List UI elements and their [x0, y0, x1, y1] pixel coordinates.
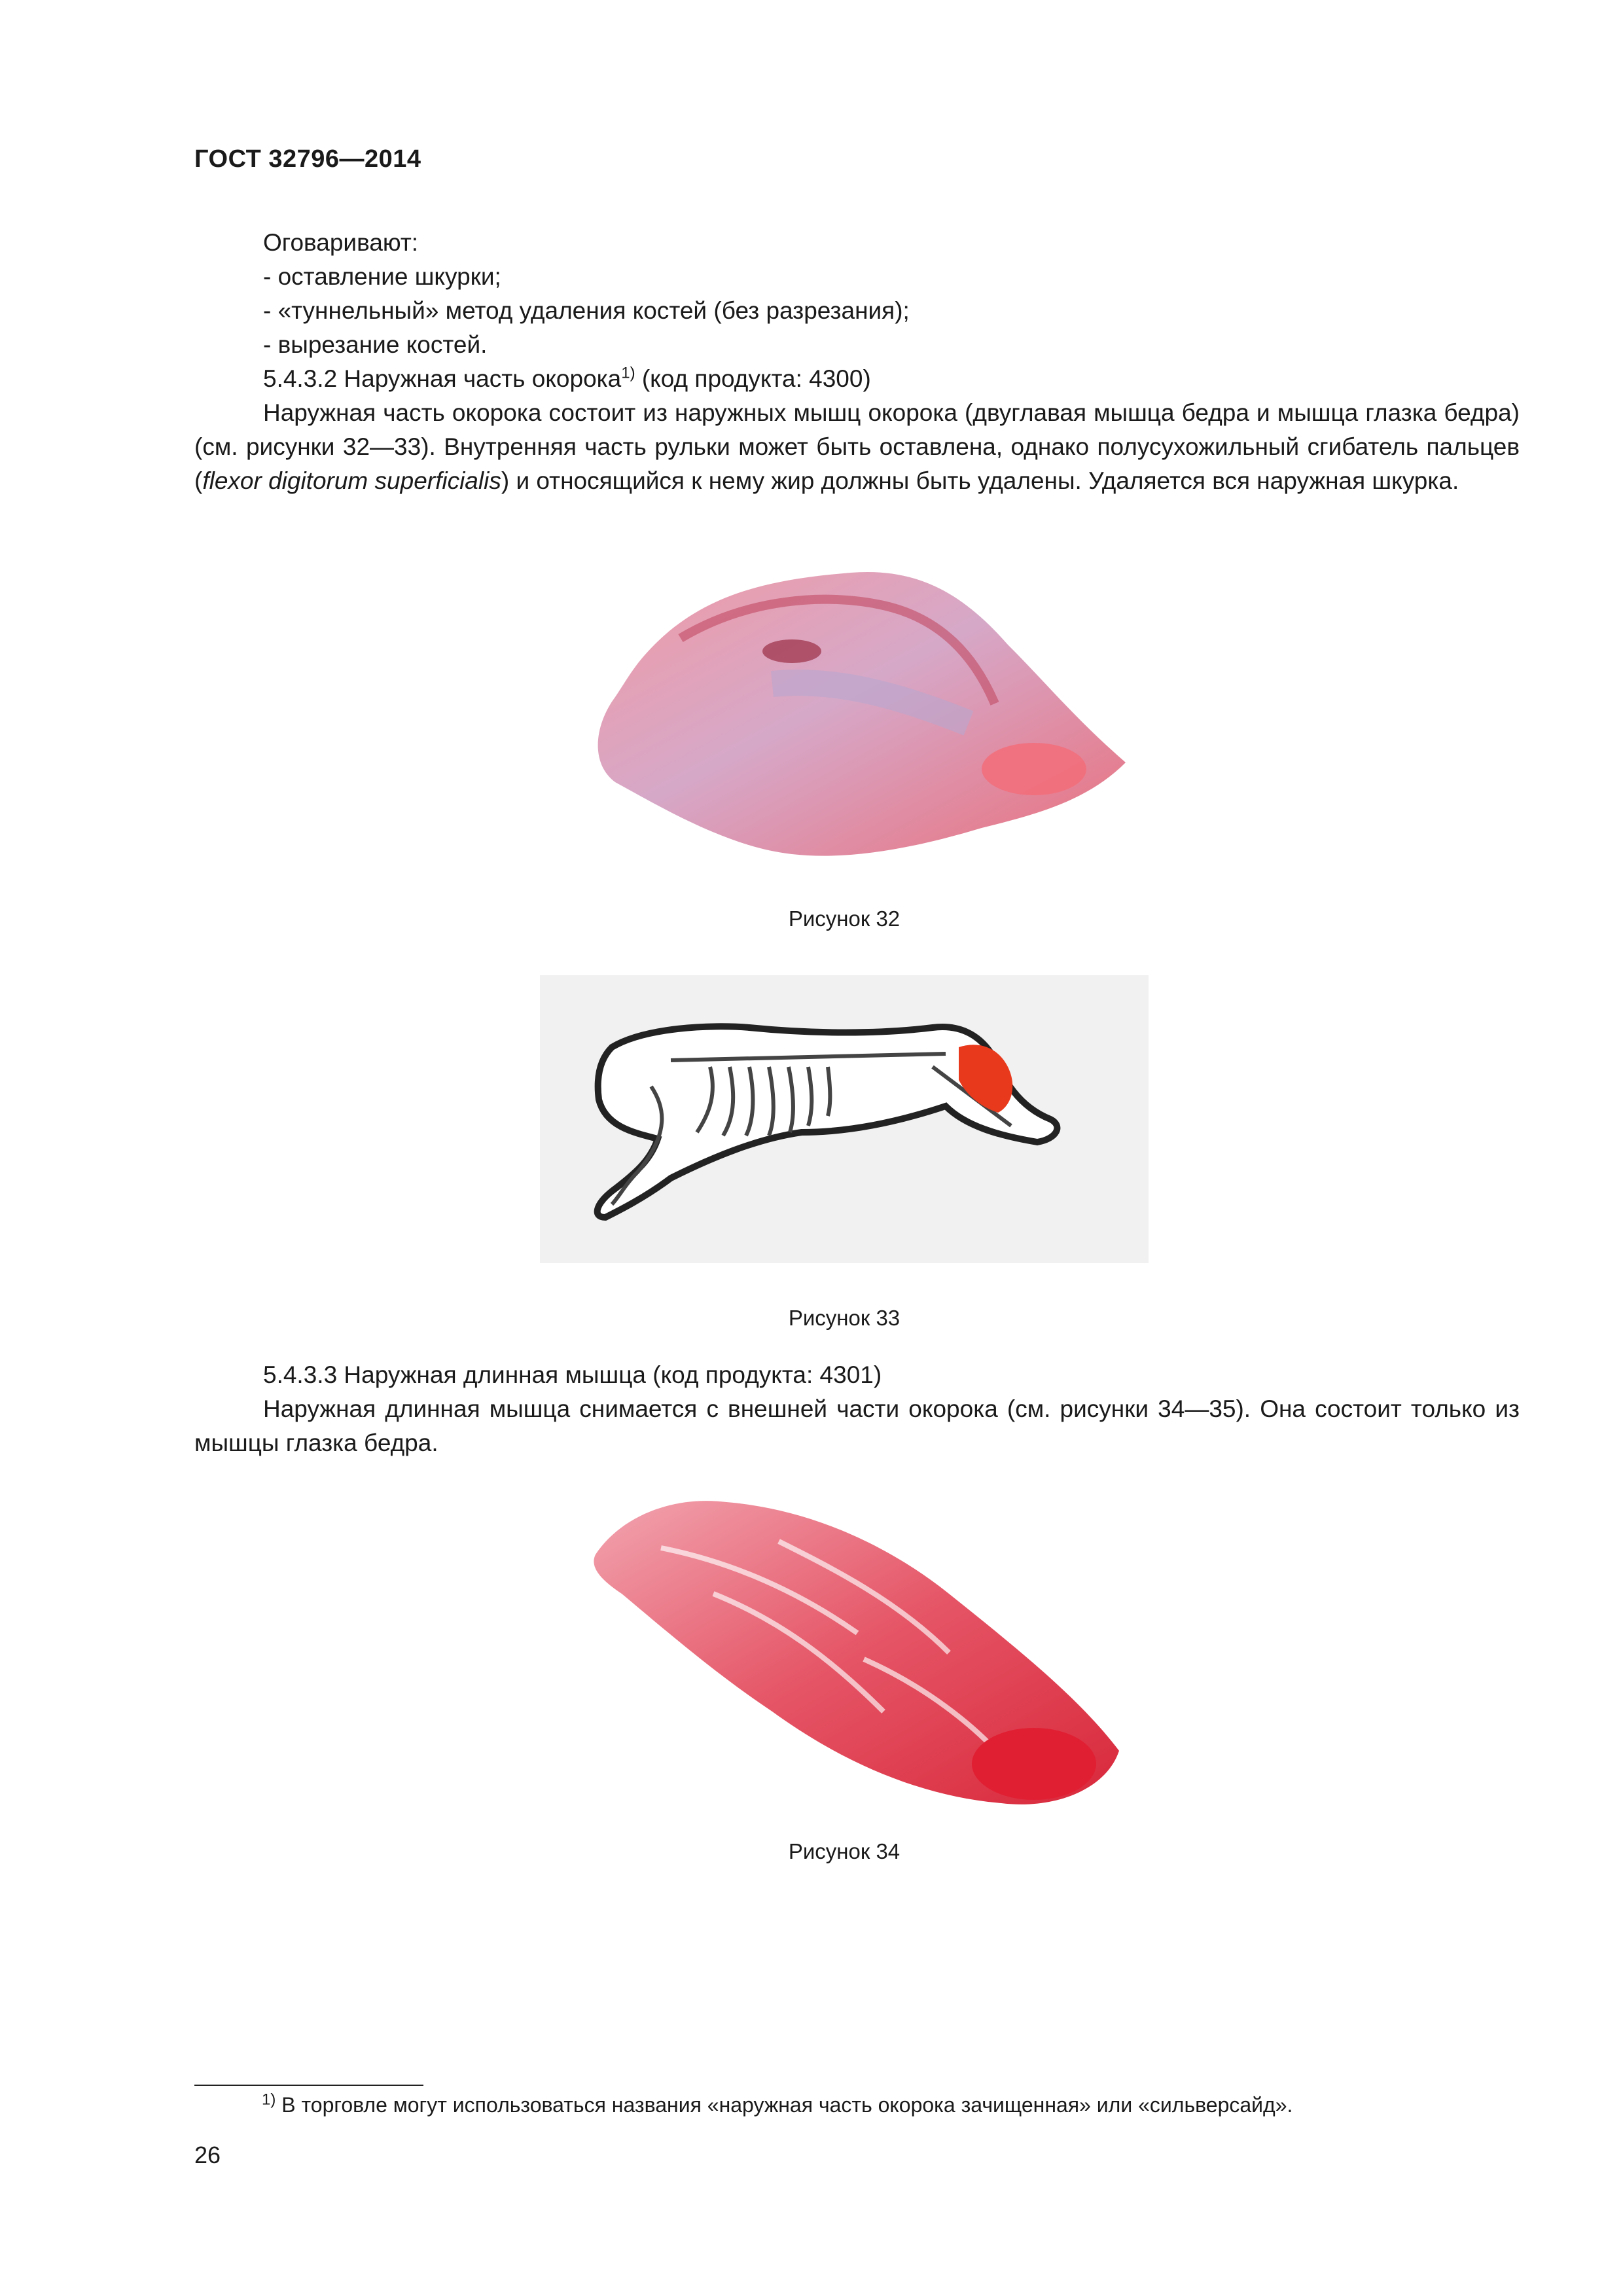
- list-item: - оставление шкурки;: [263, 263, 501, 290]
- figure-33-image: [540, 975, 1149, 1263]
- footnote: [262, 2090, 1293, 2117]
- list-item: - «туннельный» метод удаления костей (без разрезания);: [263, 297, 910, 324]
- section-code: (код продукта: 4300): [635, 365, 871, 392]
- section-paragraph-2: Наружная длинная мышца снимается с внешней части окорока (см. рисунки 34—35). Она состоит только из мышцы глазка бедра.: [194, 1395, 1520, 1456]
- text-block-2: [194, 1358, 1520, 1460]
- page-number: 26: [194, 2142, 221, 2168]
- document-header: ГОСТ 32796—2014: [194, 145, 421, 173]
- intro-line: Оговаривают:: [263, 229, 419, 256]
- list-item: - вырезание костей.: [263, 331, 488, 358]
- section-title-4301: 5.4.3.3 Наружная длинная мышца (код продукта: 4301): [263, 1361, 882, 1388]
- footnote-ref: 1): [621, 364, 635, 382]
- footnote-text: В торговле могут использоваться названия «наружная часть окорока зачищенная» или «сильверсайд».: [276, 2093, 1293, 2117]
- figure-32-image: [576, 553, 1126, 880]
- section-paragraph: [194, 396, 1520, 498]
- section-title-4300: [194, 362, 1520, 396]
- footnote-mark: 1): [262, 2090, 276, 2109]
- paragraph-text-end: ) и относящийся к нему жир должны быть удалены. Удаляется вся наружная шкурка.: [501, 467, 1459, 494]
- latin-term: flexor digitorum superficialis: [202, 467, 501, 494]
- figure-34-caption: Рисунок 34: [788, 1839, 901, 1863]
- figure-33-caption: Рисунок 33: [788, 1306, 901, 1330]
- section-title-text: 5.4.3.2 Наружная часть окорока: [263, 365, 622, 392]
- footnote-divider: [194, 2085, 423, 2086]
- paragraph-text: Наружная часть окорока состоит из наружных мышц окорока (двуглавая мышца бедра и мышца глазка бедра) (см. рисунки 32—33). Внутренняя часть рульки может быть оставлена, однако полусухожильный сгибатель пальцев (: [194, 399, 1520, 494]
- figure-32-caption: Рисунок 32: [788, 906, 901, 931]
- text-block-1: [194, 226, 1520, 498]
- figure-34-image: [582, 1489, 1139, 1829]
